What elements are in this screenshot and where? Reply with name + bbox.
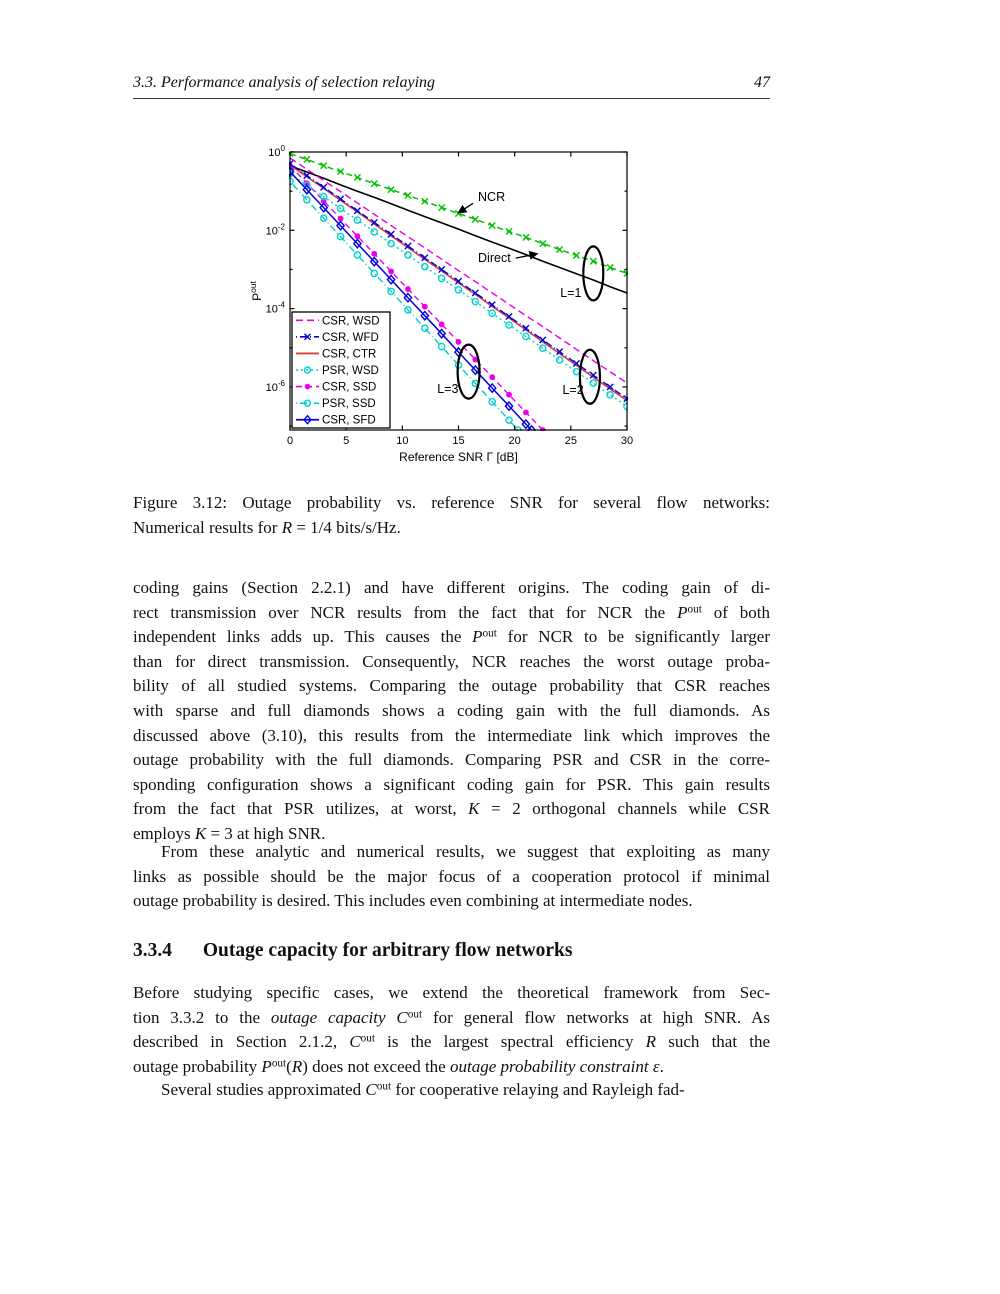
svg-text:15: 15 — [452, 435, 465, 447]
paragraph-coding-gains — [133, 576, 770, 847]
text-line: discussed above (3.10), this results from the intermediate link which improves the — [133, 725, 770, 745]
legend-label: CSR, CTR — [322, 348, 377, 361]
text-line: Several studies approximated $C^{out}$ for cooperative relaying and Rayleigh fad- — [161, 1080, 685, 1099]
legend-label: CSR, SSD — [322, 381, 377, 394]
legend-label: PSR, SSD — [322, 398, 376, 411]
svg-text:30: 30 — [620, 435, 634, 447]
text-line: Numerical results for R = 1/4 bits/s/Hz. — [133, 517, 401, 537]
running-head: 3.3. Performance analysis of selection relaying — [133, 74, 436, 91]
svg-text:Direct: Direct — [478, 251, 511, 266]
figure-caption — [133, 491, 770, 540]
svg-text:100: $10^0$ — [268, 144, 285, 159]
legend-label: CSR, SFD — [322, 414, 376, 427]
text-line: independent links adds up. This causes the $P^{out}$ for NCR to be significantly larger — [133, 627, 771, 647]
paragraph-several-studies — [133, 1078, 770, 1103]
section-heading-3-3-4 — [133, 940, 793, 962]
text-line: links as possible should be the major focus of a cooperation protocol if minimal — [133, 866, 770, 886]
svg-text:L=2: L=2 — [562, 382, 584, 397]
legend — [292, 312, 390, 428]
text-line: bility of all studied systems. Comparing the outage probability that CSR reaches — [133, 676, 770, 696]
text-line: sponding configuration shows a significant coding gain for PSR. This gain results — [133, 774, 770, 794]
section-number: 3.3.4 — [133, 940, 172, 961]
svg-text:10-6: $10^{-6}$ — [265, 378, 285, 394]
legend-label: CSR, WSD — [322, 315, 380, 328]
svg-text:25: 25 — [564, 435, 577, 447]
text-line: From these analytic and numerical results, we suggest that exploiting as many — [161, 842, 770, 861]
text-line: with sparse and full diamonds shows a coding gain with the full diamonds. As — [133, 700, 770, 720]
text-line: coding gains (Section 2.2.1) and have different origins. The coding gain of di- — [133, 578, 770, 597]
text-line: outage probability with the full diamonds. Comparing PSR and CSR in the corre- — [133, 750, 770, 770]
svg-text:NCR: NCR — [478, 189, 506, 204]
text-line: employs K = 3 at high SNR. — [133, 823, 326, 843]
svg-text:20: 20 — [508, 435, 521, 447]
y-axis-label: $P^{out}$ — [248, 281, 264, 301]
section-title: Outage capacity for arbitrary flow networks — [202, 940, 573, 961]
svg-text:5: 5 — [343, 435, 350, 447]
text-line: from the fact that PSR utilizes, at worst, K = 2 orthogonal channels while CSR — [133, 799, 770, 819]
text-line: rect transmission over NCR results from the fact that for NCR the $P^{out}$ of both — [133, 602, 770, 622]
text-line: than for direct transmission. Consequently, NCR reaches the worst outage proba- — [133, 651, 770, 671]
paragraph-before-studying — [133, 981, 770, 1079]
svg-text:L=1: L=1 — [560, 285, 582, 300]
page-number: 47 — [754, 74, 770, 91]
legend-label: PSR, WSD — [322, 365, 379, 377]
text-line: Before studying specific cases, we extend the theoretical framework from Sec- — [133, 983, 770, 1002]
text-line: outage probability $P^{out}(R)$ does not exceed the outage probability constraint ε. — [133, 1056, 664, 1076]
svg-text:L=3: L=3 — [437, 382, 459, 397]
paragraph-from-these — [133, 840, 770, 914]
svg-text:10-4: $10^{-4}$ — [265, 300, 285, 316]
svg-text:10-2: $10^{-2}$ — [265, 222, 285, 238]
outage-probability-chart — [240, 135, 650, 465]
text-line: tion 3.3.2 to the outage capacity $C^{out}$ for general flow networks at high SNR. As — [133, 1007, 770, 1027]
svg-text:10: 10 — [396, 435, 409, 447]
figure-3-12 — [240, 135, 650, 465]
legend-label: CSR, WFD — [322, 331, 379, 344]
svg-text:0: 0 — [286, 435, 294, 447]
page-header — [133, 74, 770, 99]
x-axis-label: Reference SNR Γ [dB] — [399, 450, 518, 464]
text-line: outage probability is desired. This includes even combining at intermediate nodes. — [133, 891, 693, 911]
text-line: Figure 3.12: Outage probability vs. reference SNR for several flow networks: — [133, 493, 770, 512]
text-line: described in Section 2.1.2, $C^{out}$ is the largest spectral efficiency R such that the — [133, 1032, 771, 1052]
